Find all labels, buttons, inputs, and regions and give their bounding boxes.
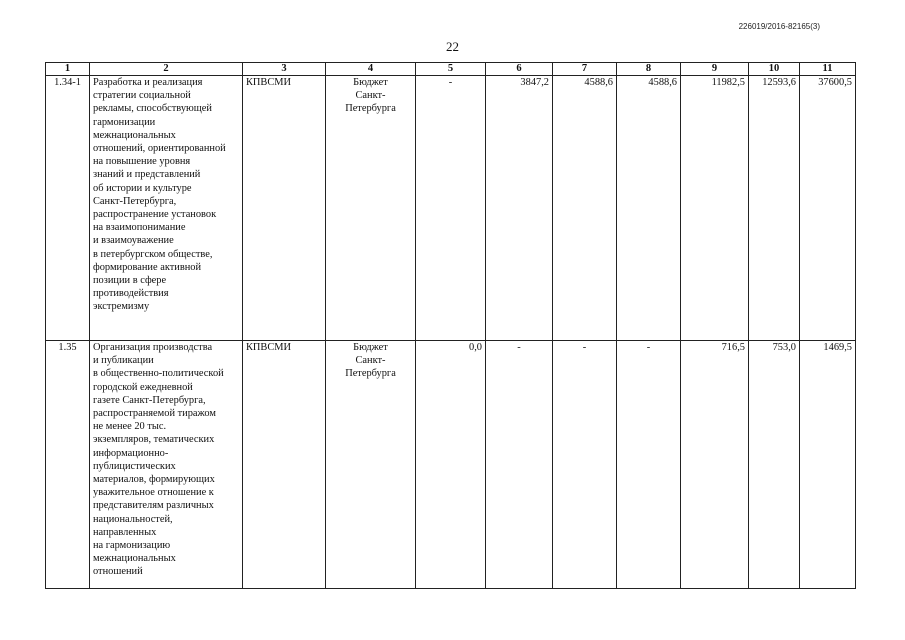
table-header-row xyxy=(46,63,856,76)
row-number: 1.35 xyxy=(46,341,90,589)
value-col9: 716,5 xyxy=(681,341,749,589)
row-number: 1.34-1 xyxy=(46,76,90,341)
column-header: 2 xyxy=(90,63,243,76)
value-col7: 4588,6 xyxy=(553,76,617,341)
activity-name xyxy=(90,341,243,589)
value-col8: - xyxy=(617,341,681,589)
funding-source xyxy=(326,76,416,341)
budget-table xyxy=(45,62,856,589)
value-col10: 12593,6 xyxy=(749,76,800,341)
value-col7: - xyxy=(553,341,617,589)
column-header: 8 xyxy=(617,63,681,76)
value-col10: 753,0 xyxy=(749,341,800,589)
column-header: 10 xyxy=(749,63,800,76)
column-header: 1 xyxy=(46,63,90,76)
column-header: 3 xyxy=(243,63,326,76)
page-number: 22 xyxy=(446,39,459,54)
funding-source xyxy=(326,341,416,589)
executor: КПВСМИ xyxy=(243,341,326,589)
column-header: 5 xyxy=(416,63,486,76)
column-header: 4 xyxy=(326,63,416,76)
column-header: 9 xyxy=(681,63,749,76)
value-col5: - xyxy=(416,76,486,341)
executor: КПВСМИ xyxy=(243,76,326,341)
table-row xyxy=(46,341,856,589)
value-col11: 37600,5 xyxy=(800,76,856,341)
value-col11: 1469,5 xyxy=(800,341,856,589)
column-header: 6 xyxy=(486,63,553,76)
activity-name-text: Разработка и реализация стратегии социальной рекламы, способствующей гармонизации межнациональных отношений, ориентированной на повышение уровня знаний и представлений об истории и культуре Санкт-Петербурга, распространение установок на взаимопонимание и взаимоуважение в петербургском обществе, формирование активной позиции в сфере противодействия экстремизму xyxy=(93,77,226,313)
activity-name-text: Организация производства и публикации в общественно-политической городской ежедневной газете Санкт-Петербурга, распространяемой тиражом не менее 20 тыс. экземпляров, тематических информационно- публицистических материалов, формирующих уважительное отношение к представителям различных национальностей, направленных на гармонизацию межнациональных отношений xyxy=(93,342,224,578)
activity-name xyxy=(90,76,243,341)
value-col6: 3847,2 xyxy=(486,76,553,341)
funding-source-text: Бюджет Санкт- Петербурга xyxy=(345,342,396,380)
funding-source-text: Бюджет Санкт- Петербурга xyxy=(345,77,396,115)
value-col8: 4588,6 xyxy=(617,76,681,341)
value-col6: - xyxy=(486,341,553,589)
value-col9: 11982,5 xyxy=(681,76,749,341)
column-header: 11 xyxy=(800,63,856,76)
value-col5: 0,0 xyxy=(416,341,486,589)
document-id: 226019/2016-82165(3) xyxy=(738,22,820,31)
column-header: 7 xyxy=(553,63,617,76)
table-row xyxy=(46,76,856,341)
